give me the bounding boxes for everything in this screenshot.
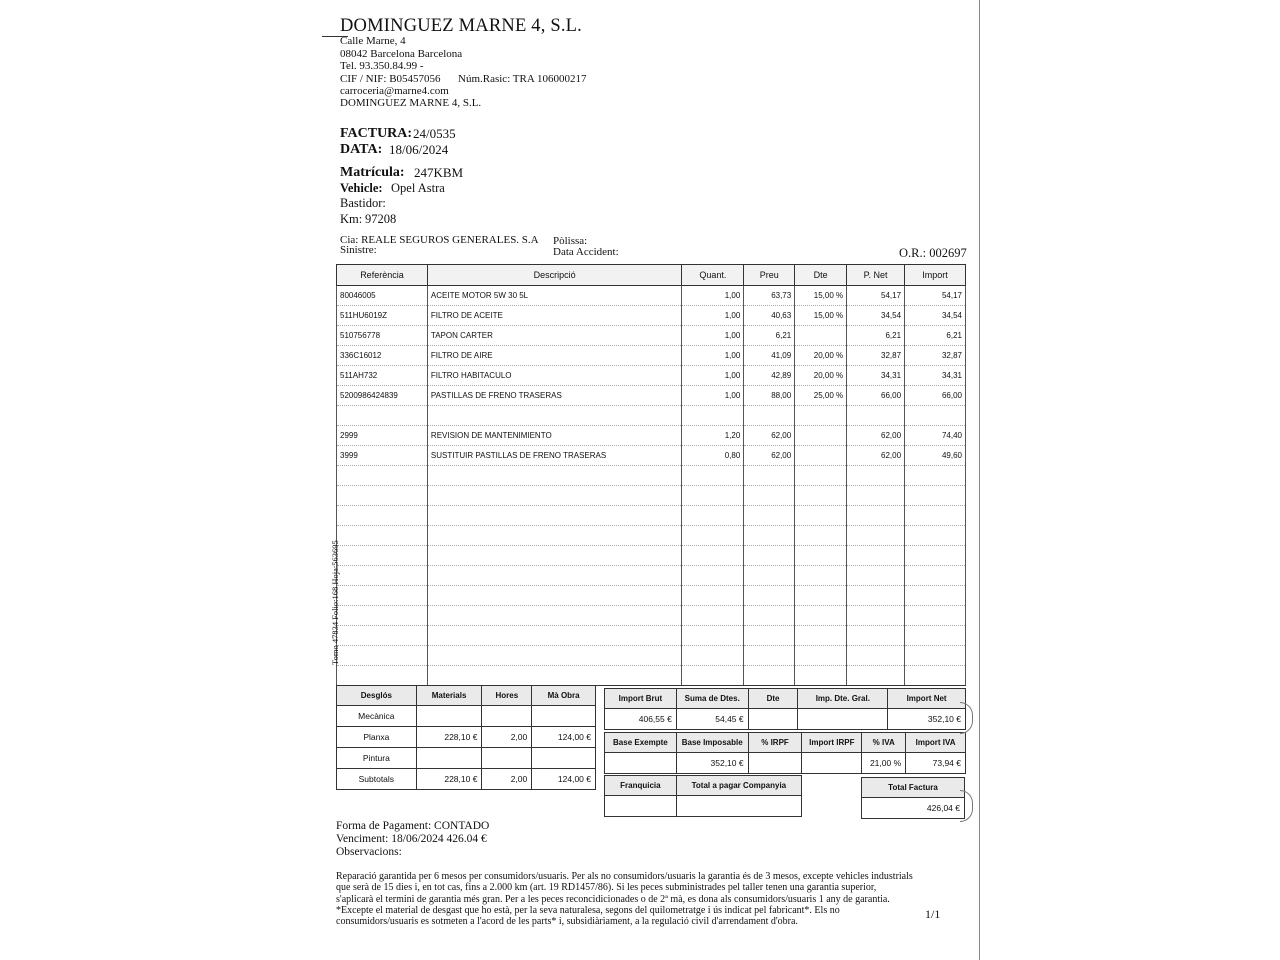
table-cell: ACEITE MOTOR 5W 30 5L xyxy=(427,286,681,306)
table-cell xyxy=(744,546,795,566)
breakdown-row xyxy=(337,706,596,727)
table-cell xyxy=(682,546,744,566)
table-cell xyxy=(744,466,795,486)
table-cell xyxy=(905,526,966,546)
header-suma-dtes: Suma de Dtes. xyxy=(676,689,748,709)
table-cell xyxy=(337,666,428,686)
table-cell xyxy=(427,646,681,666)
table-row xyxy=(337,626,966,646)
table-row xyxy=(337,366,966,386)
table-cell xyxy=(847,466,905,486)
table-cell xyxy=(682,586,744,606)
factura-label: FACTURA: xyxy=(340,126,413,141)
table-cell xyxy=(795,506,847,526)
table-cell: 88,00 xyxy=(744,386,795,406)
table-cell: 5200986424839 xyxy=(337,386,428,406)
table-cell: 54,17 xyxy=(847,286,905,306)
company-email: carroceria@marne4.com xyxy=(340,85,449,97)
table-cell xyxy=(795,646,847,666)
or-number: O.R.: 002697 xyxy=(899,246,967,260)
table-cell xyxy=(427,666,681,686)
items-header-row xyxy=(337,265,966,286)
table-cell xyxy=(744,666,795,686)
breakdown-header-ma-obra: Mà Obra xyxy=(532,686,596,706)
table-row xyxy=(337,526,966,546)
table-cell: 62,00 xyxy=(847,426,905,446)
table-cell xyxy=(847,666,905,686)
table-cell: 34,31 xyxy=(905,366,966,386)
table-cell: 511AH732 xyxy=(337,366,428,386)
table-cell xyxy=(847,546,905,566)
data-accident-label: Data Accident: xyxy=(553,246,619,258)
breakdown-cell xyxy=(416,706,482,727)
company-address: Calle Marne, 4 xyxy=(340,35,406,47)
table-cell xyxy=(744,626,795,646)
table-cell xyxy=(337,526,428,546)
table-cell: 25,00 % xyxy=(795,386,847,406)
vehicle-label: Vehicle: xyxy=(340,181,383,195)
value-irpf-percent xyxy=(748,753,802,774)
col-descripcio: Descripció xyxy=(427,265,681,286)
company-name: DOMINGUEZ MARNE 4, S.L. xyxy=(340,16,583,36)
col-pnet: P. Net xyxy=(847,265,905,286)
table-cell xyxy=(682,626,744,646)
company-name-repeat: DOMINGUEZ MARNE 4, S.L. xyxy=(340,97,482,109)
table-cell xyxy=(682,466,744,486)
header-imp-dte-gral: Imp. Dte. Gral. xyxy=(798,689,888,709)
table-row xyxy=(337,606,966,626)
table-row xyxy=(337,486,966,506)
table-row xyxy=(337,546,966,566)
table-cell xyxy=(905,666,966,686)
table-cell: FILTRO DE ACEITE xyxy=(427,306,681,326)
table-cell xyxy=(682,506,744,526)
polissa-label: Pòlissa: xyxy=(553,235,588,247)
table-cell xyxy=(847,606,905,626)
table-cell xyxy=(847,626,905,646)
table-row xyxy=(337,506,966,526)
header-base-exempte: Base Exempte xyxy=(605,733,677,753)
km-value: 97208 xyxy=(365,212,397,226)
totals-company-table xyxy=(604,775,802,817)
table-cell: 32,87 xyxy=(847,346,905,366)
header-franquicia: Franquicia xyxy=(605,776,677,796)
breakdown-cell: 228,10 € xyxy=(416,769,482,790)
warranty-text: Reparació garantida per 6 mesos per consumidors/usuaris. Per als no consumidors/usuaris la garantia és de 3 mesos, excepte vehicles industrials que serà de 15 dies i, en tot cas, fins a 2.000 km (art. 19 RD1457/86). Si les peces subministrades pel taller tenen una garantia superior, s'aplicarà el termini de garantia més gran. Per a les peces reconcidicionades o de 2ª mà, es dona als consumidors/usuaris 1 any de garantia. *Excepte el material de desgast que ho està, per la seva naturalesa, segons del quilometratge i ús indicat pel fabricant*. Els no consumidors/usuaris es sotmeten a l'acord de les parts* i, subsidiàriament, a la regulació civil d'arrendament d'obra. xyxy=(336,871,913,928)
table-cell: 1,00 xyxy=(682,326,744,346)
value-import-net: 352,10 € xyxy=(888,709,966,730)
breakdown-cell xyxy=(532,706,596,727)
table-cell: 15,00 % xyxy=(795,286,847,306)
breakdown-cell: 2,00 xyxy=(482,727,532,748)
table-cell xyxy=(744,506,795,526)
table-cell xyxy=(847,486,905,506)
matricula-value: 247KBM xyxy=(414,165,464,180)
breakdown-row xyxy=(337,769,596,790)
breakdown-cell xyxy=(532,748,596,769)
header-dte: Dte xyxy=(748,689,798,709)
registry-side-text: Tomo 47834 Folio:168 Hoja:563695 xyxy=(330,540,340,665)
table-row xyxy=(337,646,966,666)
data-label: DATA: xyxy=(340,142,383,157)
value-suma-dtes: 54,45 € xyxy=(676,709,748,730)
table-cell: 1,00 xyxy=(682,286,744,306)
sinistre-label: Sinistre: xyxy=(340,244,377,256)
table-cell: SUSTITUIR PASTILLAS DE FRENO TRASERAS xyxy=(427,446,681,466)
table-cell xyxy=(795,666,847,686)
company-cif: CIF / NIF: B05457056 xyxy=(340,73,441,85)
value-total-companyia xyxy=(676,796,801,817)
table-cell: 34,31 xyxy=(847,366,905,386)
col-preu: Preu xyxy=(744,265,795,286)
breakdown-label: Subtotals xyxy=(337,769,417,790)
table-cell xyxy=(427,526,681,546)
total-factura-label: Total Factura xyxy=(862,778,965,798)
table-cell xyxy=(847,506,905,526)
items-table xyxy=(336,264,966,686)
table-cell: 511HU6019Z xyxy=(337,306,428,326)
table-row xyxy=(337,446,966,466)
breakdown-header-materials: Materials xyxy=(416,686,482,706)
table-cell xyxy=(337,586,428,606)
table-row xyxy=(337,386,966,406)
table-cell xyxy=(427,566,681,586)
table-cell xyxy=(744,586,795,606)
invoice-date: 18/06/2024 xyxy=(389,142,449,157)
payment-method: Forma de Pagament: CONTADO xyxy=(336,820,490,832)
table-cell: PASTILLAS DE FRENO TRASERAS xyxy=(427,386,681,406)
table-cell: 62,00 xyxy=(744,446,795,466)
page-edge-line xyxy=(979,0,980,960)
breakdown-cell: 124,00 € xyxy=(532,727,596,748)
breakdown-row xyxy=(337,748,596,769)
table-cell xyxy=(795,426,847,446)
table-cell: 40,63 xyxy=(744,306,795,326)
company-phone: Tel. 93.350.84.99 - xyxy=(340,60,424,72)
table-cell xyxy=(795,606,847,626)
table-cell xyxy=(337,646,428,666)
table-cell xyxy=(427,586,681,606)
table-cell: 74,40 xyxy=(905,426,966,446)
table-cell: REVISION DE MANTENIMIENTO xyxy=(427,426,681,446)
stamp-mark-net xyxy=(960,702,973,734)
table-cell: 20,00 % xyxy=(795,366,847,386)
page-number: 1/1 xyxy=(925,907,941,921)
header-iva-percent: % IVA xyxy=(862,733,906,753)
header-irpf-percent: % IRPF xyxy=(748,733,802,753)
table-row xyxy=(337,466,966,486)
table-cell: 1,00 xyxy=(682,306,744,326)
table-cell: 32,87 xyxy=(905,346,966,366)
table-cell: 34,54 xyxy=(905,306,966,326)
table-cell: 62,00 xyxy=(744,426,795,446)
table-cell xyxy=(427,406,681,426)
table-cell xyxy=(905,566,966,586)
table-cell xyxy=(905,406,966,426)
table-cell xyxy=(682,606,744,626)
table-cell xyxy=(847,566,905,586)
breakdown-label: Planxa xyxy=(337,727,417,748)
company-rasic: Núm.Rasic: TRA 106000217 xyxy=(458,73,587,85)
table-cell: 66,00 xyxy=(847,386,905,406)
insurer: Cia: REALE SEGUROS GENERALES. S.A xyxy=(340,234,539,246)
table-cell: 41,09 xyxy=(744,346,795,366)
table-cell: 6,21 xyxy=(847,326,905,346)
table-cell xyxy=(682,646,744,666)
table-cell xyxy=(337,626,428,646)
table-cell: 0,80 xyxy=(682,446,744,466)
col-quant: Quant. xyxy=(682,265,744,286)
table-row xyxy=(337,346,966,366)
table-cell xyxy=(427,606,681,626)
table-cell xyxy=(744,646,795,666)
vehicle-value: Opel Astra xyxy=(391,181,445,195)
breakdown-table xyxy=(336,685,596,790)
table-cell: 80046005 xyxy=(337,286,428,306)
value-franquicia xyxy=(605,796,677,817)
value-import-brut: 406,55 € xyxy=(605,709,677,730)
company-city: 08042 Barcelona Barcelona xyxy=(340,48,463,60)
table-cell xyxy=(682,486,744,506)
col-referencia: Referència xyxy=(337,265,428,286)
matricula-label: Matrícula: xyxy=(340,165,405,180)
breakdown-body xyxy=(337,706,596,790)
table-cell xyxy=(427,506,681,526)
table-cell xyxy=(905,586,966,606)
table-row xyxy=(337,586,966,606)
table-cell xyxy=(905,506,966,526)
table-cell xyxy=(427,546,681,566)
table-cell xyxy=(337,606,428,626)
table-cell xyxy=(682,566,744,586)
table-row xyxy=(337,666,966,686)
header-import-net: Import Net xyxy=(888,689,966,709)
breakdown-header-hores: Hores xyxy=(482,686,532,706)
table-cell xyxy=(795,406,847,426)
breakdown-label: Pintura xyxy=(337,748,417,769)
total-factura-value: 426,04 € xyxy=(862,798,965,819)
table-cell xyxy=(337,466,428,486)
factura-number: 24/0535 xyxy=(413,126,456,141)
table-cell xyxy=(905,486,966,506)
table-cell: 336C16012 xyxy=(337,346,428,366)
value-import-irpf xyxy=(802,753,862,774)
header-import-iva: Import IVA xyxy=(906,733,966,753)
table-cell xyxy=(337,566,428,586)
table-cell: 62,00 xyxy=(847,446,905,466)
stamp-mark-total xyxy=(960,790,973,822)
table-cell: 20,00 % xyxy=(795,346,847,366)
table-cell xyxy=(744,606,795,626)
table-cell xyxy=(795,586,847,606)
table-cell xyxy=(337,506,428,526)
breakdown-cell: 2,00 xyxy=(482,769,532,790)
table-cell: 1,00 xyxy=(682,386,744,406)
items-body xyxy=(337,286,966,686)
table-cell xyxy=(427,466,681,486)
table-cell xyxy=(905,646,966,666)
bastidor-label: Bastidor: xyxy=(340,196,386,210)
table-cell: 2999 xyxy=(337,426,428,446)
breakdown-row xyxy=(337,727,596,748)
table-cell: 34,54 xyxy=(847,306,905,326)
table-cell xyxy=(905,606,966,626)
value-import-iva: 73,94 € xyxy=(906,753,966,774)
table-cell xyxy=(337,486,428,506)
table-cell xyxy=(744,486,795,506)
breakdown-cell xyxy=(416,748,482,769)
breakdown-cell xyxy=(482,748,532,769)
table-cell: 3999 xyxy=(337,446,428,466)
table-row xyxy=(337,426,966,446)
table-cell xyxy=(847,526,905,546)
table-cell xyxy=(795,326,847,346)
value-base-exempte xyxy=(605,753,677,774)
table-cell xyxy=(795,626,847,646)
payment-due: Venciment: 18/06/2024 426.04 € xyxy=(336,833,487,845)
table-cell: 1,00 xyxy=(682,366,744,386)
table-cell xyxy=(795,466,847,486)
table-cell: 66,00 xyxy=(905,386,966,406)
observations-label: Observacions: xyxy=(336,846,402,858)
table-cell: TAPON CARTER xyxy=(427,326,681,346)
table-row xyxy=(337,286,966,306)
table-cell xyxy=(682,526,744,546)
header-import-irpf: Import IRPF xyxy=(802,733,862,753)
table-cell xyxy=(427,626,681,646)
table-cell xyxy=(905,626,966,646)
col-dte: Dte xyxy=(795,265,847,286)
table-cell: 510756778 xyxy=(337,326,428,346)
table-cell xyxy=(847,646,905,666)
km-label: Km: xyxy=(340,212,363,226)
value-base-imposable: 352,10 € xyxy=(676,753,748,774)
table-cell xyxy=(744,526,795,546)
table-cell: 42,89 xyxy=(744,366,795,386)
breakdown-cell xyxy=(482,706,532,727)
table-cell: 15,00 % xyxy=(795,306,847,326)
table-cell: 54,17 xyxy=(905,286,966,306)
table-cell xyxy=(682,406,744,426)
breakdown-header-desglos: Desglós xyxy=(337,686,417,706)
header-base-imposable: Base Imposable xyxy=(676,733,748,753)
table-row xyxy=(337,566,966,586)
table-cell xyxy=(905,546,966,566)
value-imp-dte-gral xyxy=(798,709,888,730)
table-cell: 49,60 xyxy=(905,446,966,466)
table-cell xyxy=(847,406,905,426)
value-iva-percent: 21,00 % xyxy=(862,753,906,774)
totals-net-table xyxy=(604,688,966,730)
table-cell: 1,20 xyxy=(682,426,744,446)
table-cell xyxy=(795,446,847,466)
table-row xyxy=(337,326,966,346)
table-cell: 6,21 xyxy=(905,326,966,346)
table-cell xyxy=(682,666,744,686)
table-cell xyxy=(795,566,847,586)
table-cell xyxy=(744,406,795,426)
table-cell xyxy=(337,546,428,566)
table-cell: 6,21 xyxy=(744,326,795,346)
table-cell xyxy=(847,586,905,606)
table-row xyxy=(337,406,966,426)
header-import-brut: Import Brut xyxy=(605,689,677,709)
table-cell: FILTRO DE AIRE xyxy=(427,346,681,366)
table-cell xyxy=(905,466,966,486)
totals-tax-table xyxy=(604,732,966,774)
table-cell xyxy=(337,406,428,426)
total-factura-table xyxy=(861,777,965,819)
table-cell xyxy=(427,486,681,506)
table-cell xyxy=(744,566,795,586)
breakdown-label: Mecànica xyxy=(337,706,417,727)
table-row xyxy=(337,306,966,326)
table-cell: 63,73 xyxy=(744,286,795,306)
breakdown-cell: 228,10 € xyxy=(416,727,482,748)
breakdown-cell: 124,00 € xyxy=(532,769,596,790)
value-dte xyxy=(748,709,798,730)
table-cell: 1,00 xyxy=(682,346,744,366)
table-cell xyxy=(795,486,847,506)
header-total-companyia: Total a pagar Companyia xyxy=(676,776,801,796)
table-cell: FILTRO HABITACULO xyxy=(427,366,681,386)
table-cell xyxy=(795,546,847,566)
col-import: Import xyxy=(905,265,966,286)
table-cell xyxy=(795,526,847,546)
